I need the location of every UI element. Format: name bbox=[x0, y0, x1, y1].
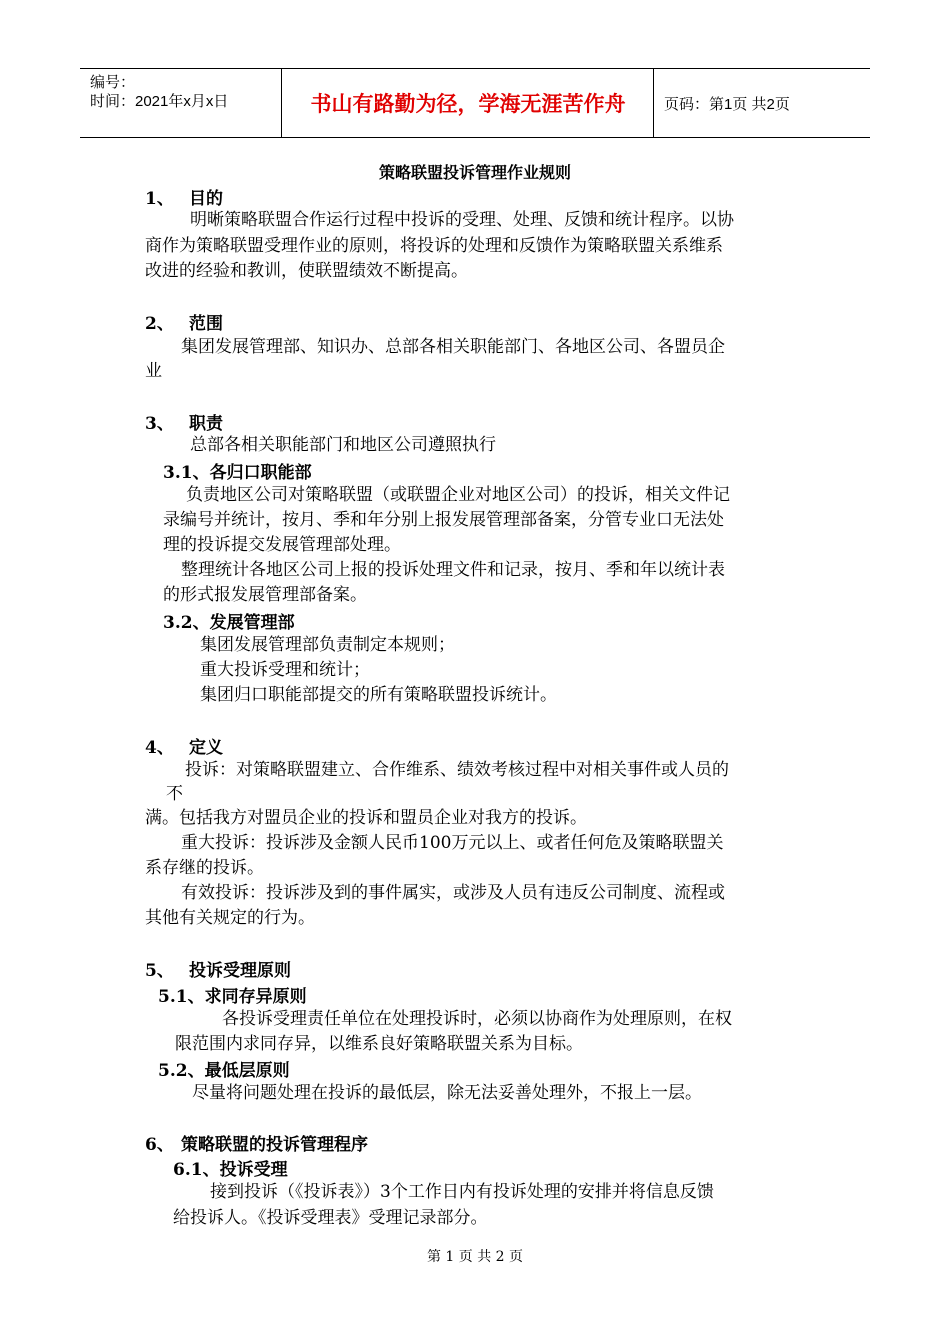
paragraph-line: 整理统计各地区公司上报的投诉处理文件和记录，按月、季和年以统计表 bbox=[181, 560, 725, 580]
paragraph-line: 业 bbox=[145, 361, 162, 381]
paragraph-line: 录编号并统计，按月、季和年分别上报发展管理部备案，分管专业口无法处 bbox=[163, 510, 724, 530]
section-6-heading bbox=[145, 1130, 368, 1155]
paragraph-line: 系存继的投诉。 bbox=[145, 858, 264, 878]
section-number: 1、 bbox=[145, 189, 174, 209]
section-5-heading bbox=[145, 956, 291, 981]
section-number: 5、 bbox=[145, 961, 174, 981]
section-3-heading bbox=[145, 409, 223, 434]
time-label: 时间：2021年x月x日 bbox=[90, 93, 229, 110]
document-title: 策略联盟投诉管理作业规则 bbox=[378, 163, 571, 182]
page-footer: 第 1 页 共 2 页 bbox=[426, 1249, 524, 1265]
subsection-3-1-heading: 3.1、各归口职能部 bbox=[163, 463, 312, 483]
section-1-heading bbox=[145, 184, 223, 209]
paragraph-line: 尽量将问题处理在投诉的最低层，除无法妥善处理外，不报上一层。 bbox=[192, 1083, 702, 1103]
section-number: 6、 bbox=[145, 1135, 174, 1155]
document-header bbox=[80, 68, 870, 138]
section-4-heading bbox=[145, 733, 223, 758]
paragraph-line: 不 bbox=[166, 784, 183, 804]
subsection-5-2-heading: 5.2、最低层原则 bbox=[158, 1061, 290, 1081]
subsection-5-1-heading: 5.1、求同存异原则 bbox=[158, 987, 307, 1007]
number-label: 编号： bbox=[90, 74, 136, 91]
section-number: 4、 bbox=[145, 738, 174, 758]
subsection-6-1-heading: 6.1、投诉受理 bbox=[173, 1160, 288, 1180]
section-title: 策略联盟的投诉管理程序 bbox=[181, 1135, 368, 1155]
paragraph-line: 重大投诉：投诉涉及金额人民币100万元以上、或者任何危及策略联盟关 bbox=[181, 833, 724, 853]
paragraph-line: 集团发展管理部负责制定本规则； bbox=[200, 635, 455, 655]
subsection-3-2-heading: 3.2、发展管理部 bbox=[163, 613, 295, 633]
paragraph-line: 给投诉人。《投诉受理表》受理记录部分。 bbox=[173, 1208, 488, 1228]
paragraph-line: 投诉：对策略联盟建立、合作维系、绩效考核过程中对相关事件或人员的 bbox=[185, 760, 729, 780]
header-meta-cell bbox=[80, 69, 282, 137]
paragraph-line: 其他有关规定的行为。 bbox=[145, 908, 315, 928]
section-title: 投诉受理原则 bbox=[189, 961, 291, 981]
section-title: 范围 bbox=[189, 314, 223, 334]
paragraph-line: 总部各相关职能部门和地区公司遵照执行 bbox=[190, 435, 496, 455]
paragraph-line: 商作为策略联盟受理作业的原则，将投诉的处理和反馈作为策略联盟关系维系 bbox=[145, 236, 723, 256]
paragraph-line: 接到投诉（《投诉表》）3个工作日内有投诉处理的安排并将信息反馈 bbox=[210, 1182, 714, 1202]
paragraph-line: 明晰策略联盟合作运行过程中投诉的受理、处理、反馈和统计程序。以协 bbox=[190, 210, 734, 230]
section-2-heading bbox=[145, 309, 223, 334]
paragraph-line: 限范围内求同存异，以维系良好策略联盟关系为目标。 bbox=[175, 1034, 583, 1054]
section-title: 定义 bbox=[189, 738, 223, 758]
paragraph-line: 集团归口职能部提交的所有策略联盟投诉统计。 bbox=[200, 685, 557, 705]
section-number: 2、 bbox=[145, 314, 174, 334]
paragraph-line: 重大投诉受理和统计； bbox=[200, 660, 370, 680]
paragraph-line: 满。包括我方对盟员企业的投诉和盟员企业对我方的投诉。 bbox=[145, 808, 587, 828]
section-title: 目的 bbox=[189, 189, 223, 209]
section-number: 3、 bbox=[145, 414, 174, 434]
paragraph-line: 的形式报发展管理部备案。 bbox=[163, 585, 367, 605]
header-page-info: 页码：第1页 共2页 bbox=[664, 95, 790, 113]
paragraph-line: 负责地区公司对策略联盟（或联盟企业对地区公司）的投诉，相关文件记 bbox=[186, 485, 730, 505]
section-title: 职责 bbox=[189, 414, 223, 434]
paragraph-line: 理的投诉提交发展管理部处理。 bbox=[163, 535, 401, 555]
paragraph-line: 改进的经验和教训，使联盟绩效不断提高。 bbox=[145, 261, 468, 281]
paragraph-line: 各投诉受理责任单位在处理投诉时，必须以协商作为处理原则，在权 bbox=[222, 1009, 732, 1029]
header-motto: 书山有路勤为径，学海无涯苦作舟 bbox=[283, 69, 654, 137]
paragraph-line: 集团发展管理部、知识办、总部各相关职能部门、各地区公司、各盟员企 bbox=[181, 337, 725, 357]
paragraph-line: 有效投诉：投诉涉及到的事件属实，或涉及人员有违反公司制度、流程或 bbox=[181, 883, 725, 903]
